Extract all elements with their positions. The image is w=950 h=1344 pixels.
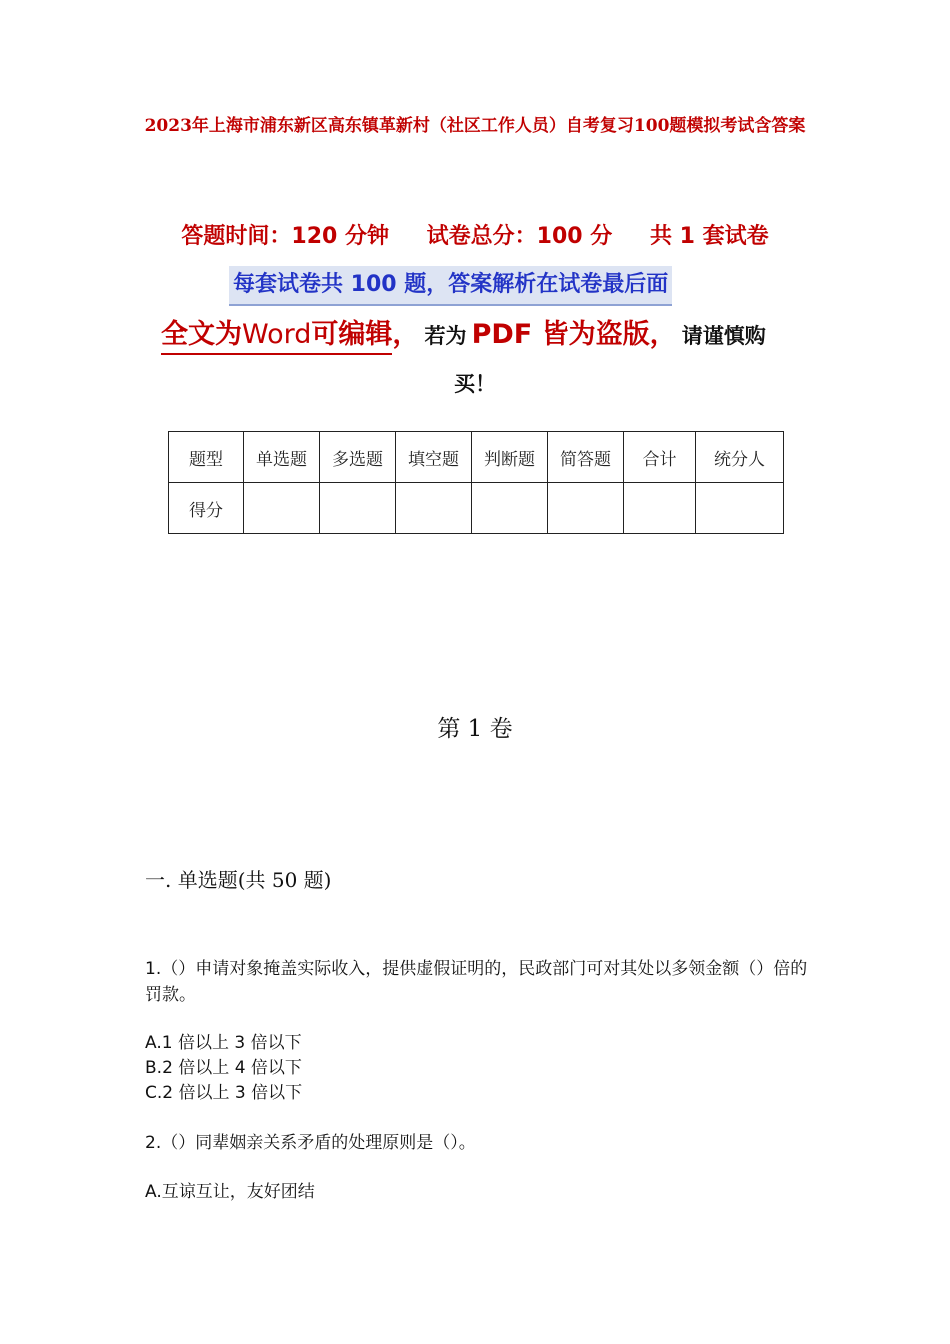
score-input-cell: [472, 483, 548, 534]
score-table-score-row: [169, 483, 784, 534]
pdf-piracy-text: PDF 皆为盗版: [471, 319, 650, 350]
score-table: [168, 431, 784, 534]
table-cell-total: 合计: [624, 432, 696, 483]
question-2-text: 2.（）同辈姻亲关系矛盾的处理原则是（）。: [145, 1133, 476, 1153]
volume-heading: 第 1 卷: [437, 716, 513, 742]
exam-time: 答题时间：120 分钟: [181, 224, 389, 249]
section-heading: 一. 单选题(共 50 题): [145, 868, 332, 892]
question-1-option-b: B.2 倍以上 4 倍以下: [145, 1058, 302, 1078]
question-1-option-c: C.2 倍以上 3 倍以下: [145, 1083, 303, 1103]
score-input-cell: [244, 483, 320, 534]
score-input-cell: [548, 483, 624, 534]
exam-total-score: 试卷总分：100 分: [426, 224, 613, 249]
answer-location-notice: 每套试卷共 100 题，答案解析在试卷最后面: [229, 266, 672, 306]
table-cell-short-answer: 简答题: [548, 432, 624, 483]
table-cell-single-choice: 单选题: [244, 432, 320, 483]
table-cell-true-false: 判断题: [472, 432, 548, 483]
question-1-text: 1.（）申请对象掩盖实际收入，提供虚假证明的，民政部门可对其处以多领金额（）倍的罚款。: [145, 959, 808, 1005]
table-cell-score-label: 得分: [169, 483, 244, 534]
score-input-cell: [320, 483, 396, 534]
if-pdf-text: 若为: [424, 324, 467, 348]
buy-carefully-text: 请谨慎购: [681, 324, 766, 348]
table-cell-fill-blank: 填空题: [396, 432, 472, 483]
word-editable-label: 全文为Word可编辑: [161, 312, 392, 355]
score-input-cell: [624, 483, 696, 534]
score-input-cell: [696, 483, 784, 534]
table-cell-scorer: 统分人: [696, 432, 784, 483]
document-title: 2023年上海市浦东新区高东镇革新村（社区工作人员）自考复习100题模拟考试含答案: [144, 116, 806, 136]
question-2-option-a: A.互谅互让，友好团结: [145, 1182, 315, 1202]
table-cell-type: 题型: [169, 432, 244, 483]
table-cell-multiple-choice: 多选题: [320, 432, 396, 483]
exam-info: [120, 219, 830, 250]
buy-text: 买！: [454, 372, 496, 396]
score-table-header-row: [169, 432, 784, 483]
editable-notice: 全文为Word可编辑， 若为 PDF 皆为盗版， 请谨慎购: [161, 312, 766, 355]
score-input-cell: [396, 483, 472, 534]
exam-set-count: 共 1 套试卷: [649, 224, 769, 249]
question-1-option-a: A.1 倍以上 3 倍以下: [145, 1033, 302, 1053]
